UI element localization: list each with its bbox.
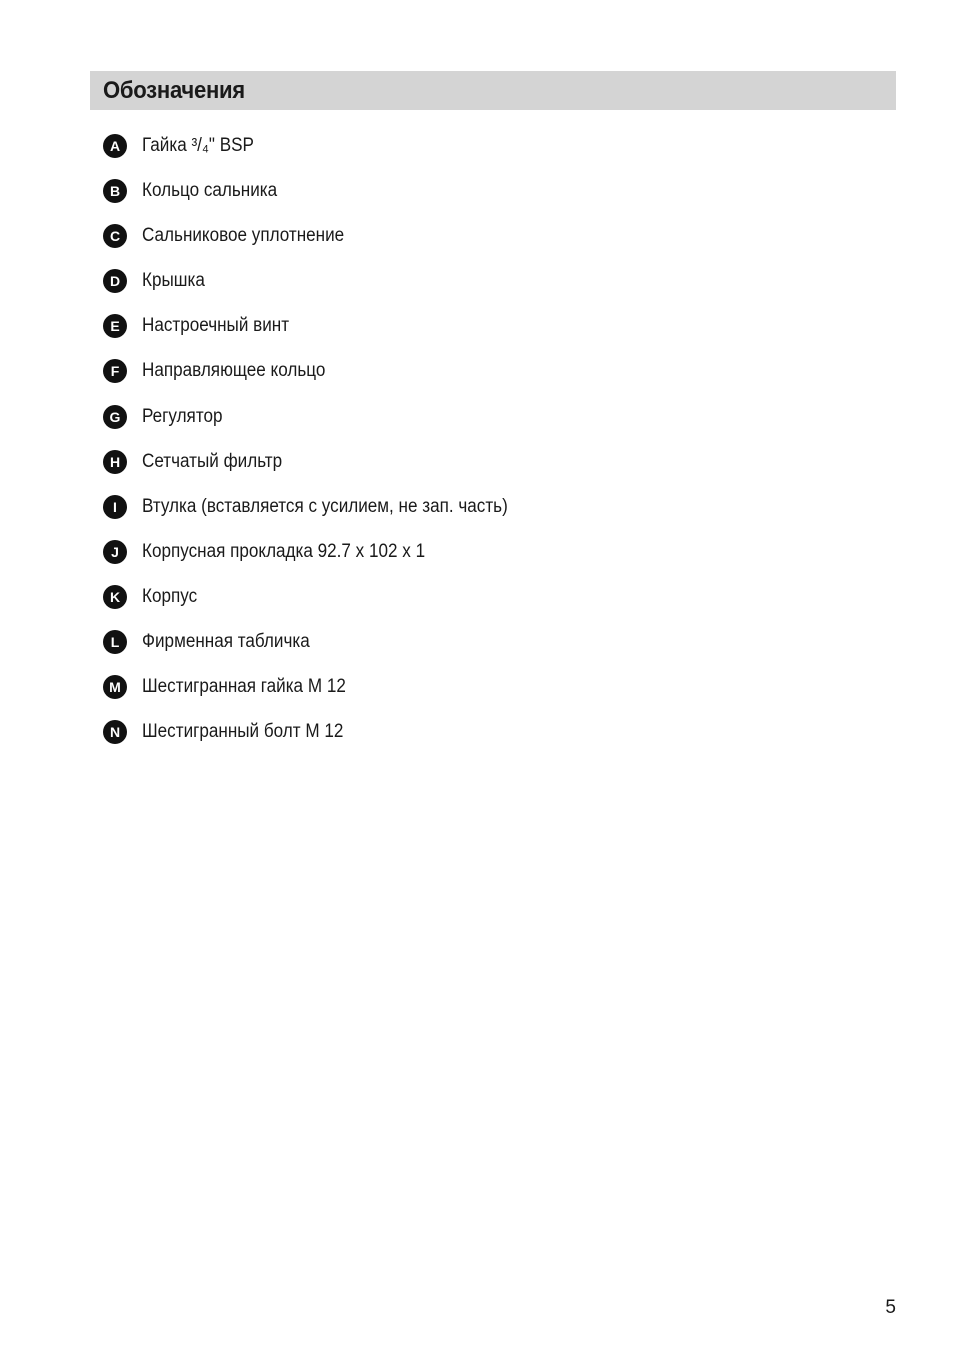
legend-item-label: Корпус xyxy=(142,585,198,607)
letter-badge-icon: B xyxy=(103,179,127,203)
letter-badge-icon: F xyxy=(103,359,127,383)
letter-badge-icon: L xyxy=(103,630,127,654)
legend-item-label: Направляющее кольцо xyxy=(142,360,326,382)
legend-item-label: Шестигранный болт M 12 xyxy=(142,721,344,743)
legend-item-label: Втулка (вставляется с усилием, не зап. часть) xyxy=(142,495,508,517)
list-item xyxy=(103,311,548,356)
list-item xyxy=(103,176,548,221)
list-item xyxy=(103,402,548,447)
list-item xyxy=(103,627,548,672)
legend-item-label: Крышка xyxy=(142,270,205,292)
letter-badge-icon: M xyxy=(103,675,127,699)
letter-badge-icon: A xyxy=(103,134,127,158)
list-item xyxy=(103,356,548,401)
page-number: 5 xyxy=(885,1297,896,1318)
list-item xyxy=(103,717,548,762)
letter-badge-icon: G xyxy=(103,405,127,429)
list-item xyxy=(103,492,548,537)
page-title: Обозначения xyxy=(103,76,245,104)
legend-item-label: Настроечный винт xyxy=(142,315,290,337)
legend-item-label: Гайка ³/₄" BSP xyxy=(142,135,254,156)
letter-badge-icon: E xyxy=(103,314,127,338)
letter-badge-icon: C xyxy=(103,224,127,248)
legend-item-label: Кольцо сальника xyxy=(142,180,278,202)
legend-item-label: Сетчатый фильтр xyxy=(142,450,283,472)
letter-badge-icon: J xyxy=(103,540,127,564)
letter-badge-icon: H xyxy=(103,450,127,474)
legend-item-label: Регулятор xyxy=(142,405,223,427)
letter-badge-icon: K xyxy=(103,585,127,609)
list-item xyxy=(103,672,548,717)
legend-item-label: Сальниковое уплотнение xyxy=(142,225,345,247)
legend-list xyxy=(103,131,548,762)
list-item xyxy=(103,266,548,311)
list-item xyxy=(103,221,548,266)
list-item xyxy=(103,582,548,627)
legend-item-label: Фирменная табличка xyxy=(142,631,310,653)
list-item xyxy=(103,447,548,492)
letter-badge-icon: D xyxy=(103,269,127,293)
legend-item-label: Шестигранная гайка M 12 xyxy=(142,676,346,698)
letter-badge-icon: I xyxy=(103,495,127,519)
letter-badge-icon: N xyxy=(103,720,127,744)
list-item xyxy=(103,537,548,582)
section-header xyxy=(90,71,896,110)
legend-item-label: Корпусная прокладка 92.7 x 102 x 1 xyxy=(142,540,426,562)
list-item xyxy=(103,131,548,176)
